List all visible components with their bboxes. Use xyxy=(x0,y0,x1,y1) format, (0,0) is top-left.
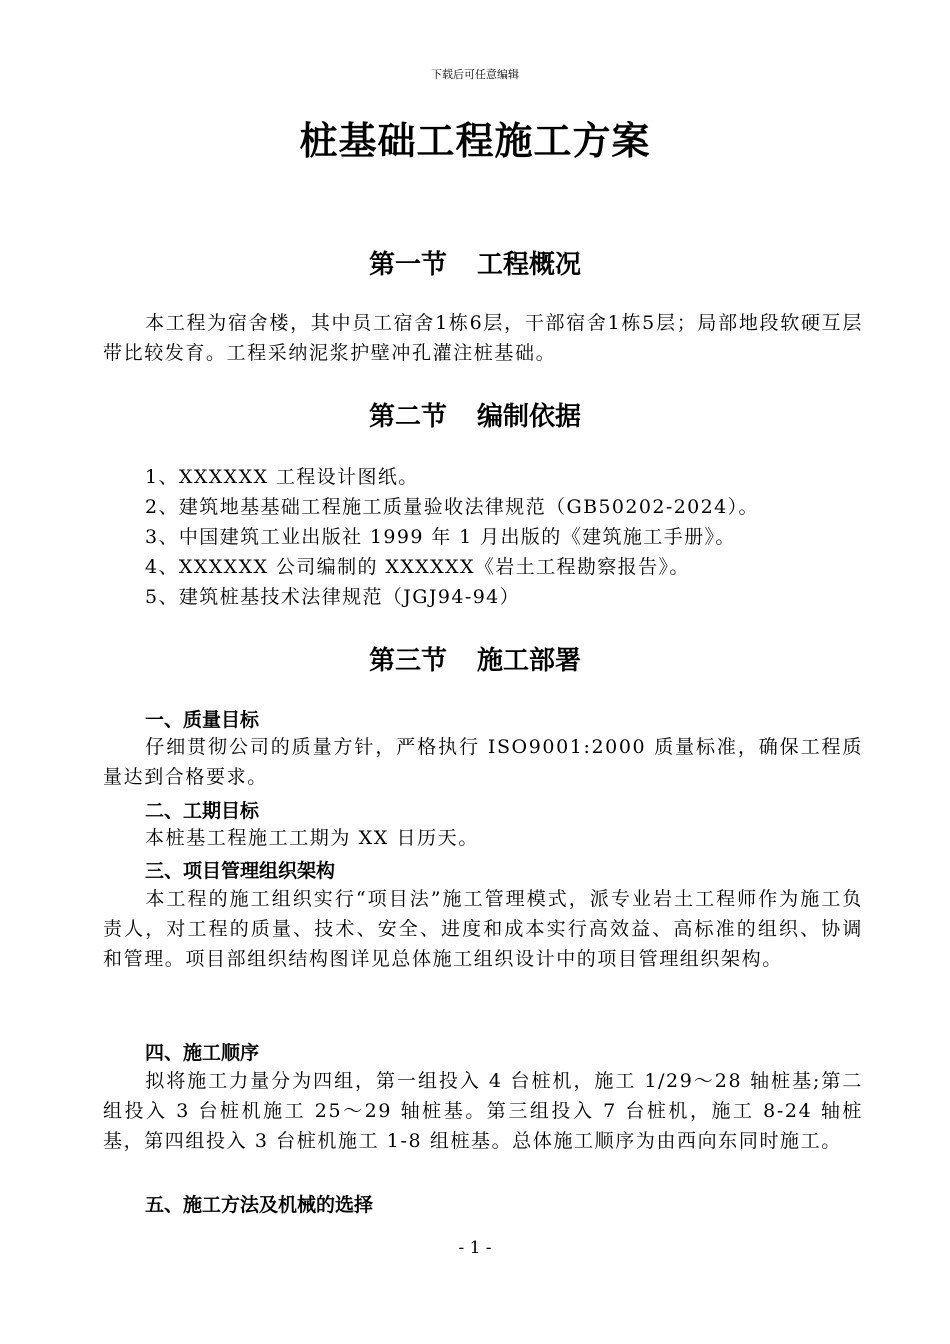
overview-paragraph xyxy=(103,308,863,368)
organization-text: 本工程的施工组织实行“项目法”施工管理模式，派专业岩土工程师作为施工负责人，对工程的质量、技术、安全、进度和成本实行高效益、高标准的组织、协调和管理。项目部组织结构图详见总体施工组织设计中的项目管理组织架构。 xyxy=(103,888,863,970)
organization-heading: 三、项目管理组织架构 xyxy=(145,860,336,882)
sequence-text: 拟将施工力量分为四组，第一组投入 4 台桩机，施工 1/29～28 轴桩基;第二组投入 3 台桩机施工 25～29 轴桩基。第三组投入 7 台桩机，施工 8-24 轴桩基，第四组投入 3 台桩机施工 1-8 组桩基。总体施工顺序为由西向东同时施工。 xyxy=(103,1070,863,1152)
sequence-heading: 四、施工顺序 xyxy=(145,1042,260,1064)
overview-text: 本工程为宿舍楼，其中员工宿舍1栋6层，干部宿舍1栋5层；局部地段软硬互层带比较发育。工程采纳泥浆护壁冲孔灌注桩基础。 xyxy=(103,312,863,364)
schedule-paragraph xyxy=(103,823,863,853)
basis-item: 4、XXXXXX 公司编制的 XXXXXX《岩土工程勘察报告》。 xyxy=(145,556,690,578)
section-heading-2 xyxy=(0,396,950,433)
document-title: 桩基础工程施工方案 xyxy=(299,119,651,163)
quality-text: 仔细贯彻公司的质量方针，严格执行 ISO9001:2000 质量标准，确保工程质量达到合格要求。 xyxy=(103,736,863,788)
page-number: - 1 - xyxy=(458,1238,492,1258)
organization-paragraph xyxy=(103,884,863,974)
section-heading-3 xyxy=(0,640,950,677)
section-number: 第一节 xyxy=(368,250,447,280)
schedule-text: 本桩基工程施工工期为 XX 日历天。 xyxy=(145,827,479,849)
schedule-heading: 二、工期目标 xyxy=(145,800,260,822)
basis-item: 2、建筑地基基础工程施工质量验收法律规范（GB50202-2024）。 xyxy=(145,496,759,518)
section-number: 第三节 xyxy=(368,646,447,676)
section-number: 第二节 xyxy=(368,402,447,432)
basis-item: 1、XXXXXX 工程设计图纸。 xyxy=(145,466,419,488)
quality-heading: 一、质量目标 xyxy=(145,709,260,731)
quality-paragraph xyxy=(103,732,863,792)
basis-item: 5、建筑桩基技术法律规范（JGJ94-94） xyxy=(145,586,521,608)
section-name: 工程概况 xyxy=(477,250,582,280)
section-name: 施工部署 xyxy=(477,646,582,676)
section-name: 编制依据 xyxy=(477,402,582,432)
section-heading-1 xyxy=(0,244,950,281)
basis-item: 3、中国建筑工业出版社 1999 年 1 月出版的《建筑施工手册》。 xyxy=(145,526,736,548)
sequence-paragraph xyxy=(103,1066,863,1156)
methods-heading: 五、施工方法及机械的选择 xyxy=(145,1194,374,1216)
header-note: 下载后可任意编辑 xyxy=(431,68,519,81)
